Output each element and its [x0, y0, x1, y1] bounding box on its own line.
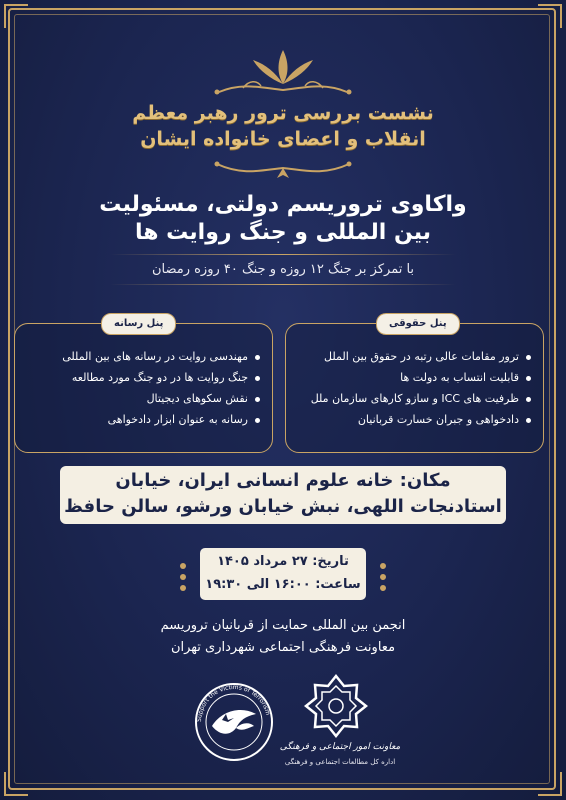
list-item: رسانه به عنوان ابزار دادخواهی: [25, 409, 260, 430]
list-item: مهندسی روایت در رسانه های بین المللی: [25, 346, 260, 367]
headline-line2: بین المللی و جنگ روایت ها: [134, 220, 432, 245]
flourish-ornament-icon: [213, 48, 353, 98]
legal-panel-label: پنل حقوقی: [376, 313, 460, 335]
flourish-divider-icon: [213, 158, 353, 182]
date-time-box: [200, 548, 366, 600]
corner-ornament: [538, 772, 562, 796]
bullet-icon: [255, 397, 260, 402]
bullet-icon: [526, 418, 531, 423]
dots-ornament-icon: [176, 562, 190, 592]
event-title-line2: انقلاب و اعضای خانواده ایشان: [140, 128, 426, 150]
list-item: قابلیت انتساب به دولت ها: [296, 367, 531, 388]
emblem-caption2: اداره کل مطالعات اجتماعی و فرهنگی: [284, 758, 396, 766]
organizer-line1: انجمن بین المللی حمایت از قربانیان تروریسم: [160, 618, 406, 633]
municipality-emblem-icon: [296, 672, 376, 742]
media-panel-list: [25, 346, 260, 430]
bullet-icon: [255, 418, 260, 423]
venue-line2: استادنجات اللهی، نبش خیابان ورشو، سالن حافظ: [64, 496, 502, 517]
divider: [110, 284, 456, 285]
dots-ornament-icon: [376, 562, 390, 592]
organizer-line2: معاونت فرهنگی اجتماعی شهرداری تهران: [170, 640, 396, 655]
bullet-icon: [526, 376, 531, 381]
list-item: ترور مقامات عالی رتبه در حقوق بین الملل: [296, 346, 531, 367]
corner-ornament: [538, 4, 562, 28]
event-date: تاریخ: ۲۷ مرداد ۱۴۰۵: [217, 554, 349, 569]
bullet-icon: [255, 355, 260, 360]
list-item: ظرفیت های ICC و سازو کارهای سازمان ملل: [296, 388, 531, 409]
corner-ornament: [4, 772, 28, 796]
list-item: دادخواهی و جبران خسارت قربانیان: [296, 409, 531, 430]
media-panel: [14, 318, 273, 453]
venue-box: [60, 466, 506, 524]
event-title-line1: نشست بررسی ترور رهبر معظم: [132, 102, 434, 124]
bullet-icon: [255, 376, 260, 381]
event-time: ساعت: ۱۶:۰۰ الی ۱۹:۳۰: [205, 577, 361, 592]
emblem-caption1: معاونت امور اجتماعی و فرهنگی: [279, 742, 401, 752]
bullet-icon: [526, 355, 531, 360]
bullet-icon: [526, 397, 531, 402]
list-item: نقش سکوهای دیجیتال: [25, 388, 260, 409]
headline-line1: واکاوی تروریسم دولتی، مسئولیت: [99, 192, 467, 217]
svg-text:Support the Victims of Terrori: Support the Victims of Terrorism: [195, 683, 272, 723]
legal-panel: [285, 318, 544, 453]
logo-ring-text: [192, 680, 276, 764]
focus-subtitle: با تمرکز بر جنگ ۱۲ روزه و جنگ ۴۰ روزه رمضان: [151, 262, 415, 277]
venue-line1: مکان: خانه علوم انسانی ایران، خیابان: [115, 470, 451, 491]
media-panel-label: پنل رسانه: [101, 313, 176, 335]
corner-ornament: [4, 4, 28, 28]
divider: [110, 254, 456, 255]
list-item: جنگ روایت ها در دو جنگ مورد مطالعه: [25, 367, 260, 388]
legal-panel-list: [296, 346, 531, 430]
